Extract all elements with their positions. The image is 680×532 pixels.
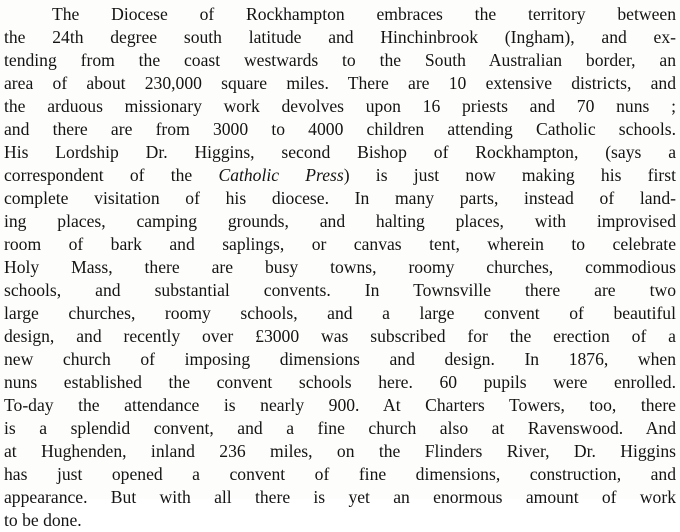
article-line: appearance. But with all there is yet an enormous amount of work [4, 487, 676, 507]
article-line: has just opened a convent of fine dimensions, construction, and [4, 464, 676, 484]
article-line: the arduous missionary work devolves upon 16 priests and 70 nuns ; [4, 96, 676, 116]
article-line: at Hughenden, inland 236 miles, on the Flinders River, Dr. Higgins [4, 441, 676, 461]
article-line: Holy Mass, there are busy towns, roomy churches, commodious [4, 257, 676, 277]
article-line: nuns established the convent schools here. 60 pupils were enrolled. [4, 372, 676, 392]
article-line: complete visitation of his diocese. In many parts, instead of land- [4, 188, 676, 208]
article-line: is a splendid convent, and a fine church also at Ravenswood. And [4, 418, 676, 438]
article-line: room of bark and saplings, or canvas tent, wherein to celebrate [4, 234, 676, 254]
article-line-segment: ) is just now making his first [343, 165, 676, 185]
article-line: area of about 230,000 square miles. There are 10 extensive districts, and [4, 73, 676, 93]
article-line: tending from the coast westwards to the South Australian border, an [4, 50, 676, 70]
article-line: new church of imposing dimensions and design. In 1876, when [4, 349, 676, 369]
article-line: and there are from 3000 to 4000 children attending Catholic schools. [4, 119, 676, 139]
article-line: ing places, camping grounds, and halting places, with improvised [4, 211, 676, 231]
article-line-with-italic [4, 164, 676, 187]
article-line: schools, and substantial convents. In Townsville there are two [4, 280, 676, 300]
article-line-segment: correspondent of the [4, 165, 219, 185]
article-line: The Diocese of Rockhampton embraces the territory between [52, 4, 676, 24]
publication-name: Catholic Press [218, 165, 344, 185]
article-column [4, 3, 676, 532]
article-line: large churches, roomy schools, and a large convent of beautiful [4, 303, 676, 323]
article-line: To-day the attendance is nearly 900. At Charters Towers, too, there [4, 395, 676, 415]
article-line: the 24th degree south latitude and Hinchinbrook (Ingham), and ex- [4, 27, 676, 47]
article-line: His Lordship Dr. Higgins, second Bishop of Rockhampton, (says a [4, 142, 676, 162]
article-line: to be done. [4, 510, 82, 530]
article-line: design, and recently over £3000 was subscribed for the erection of a [4, 326, 676, 346]
